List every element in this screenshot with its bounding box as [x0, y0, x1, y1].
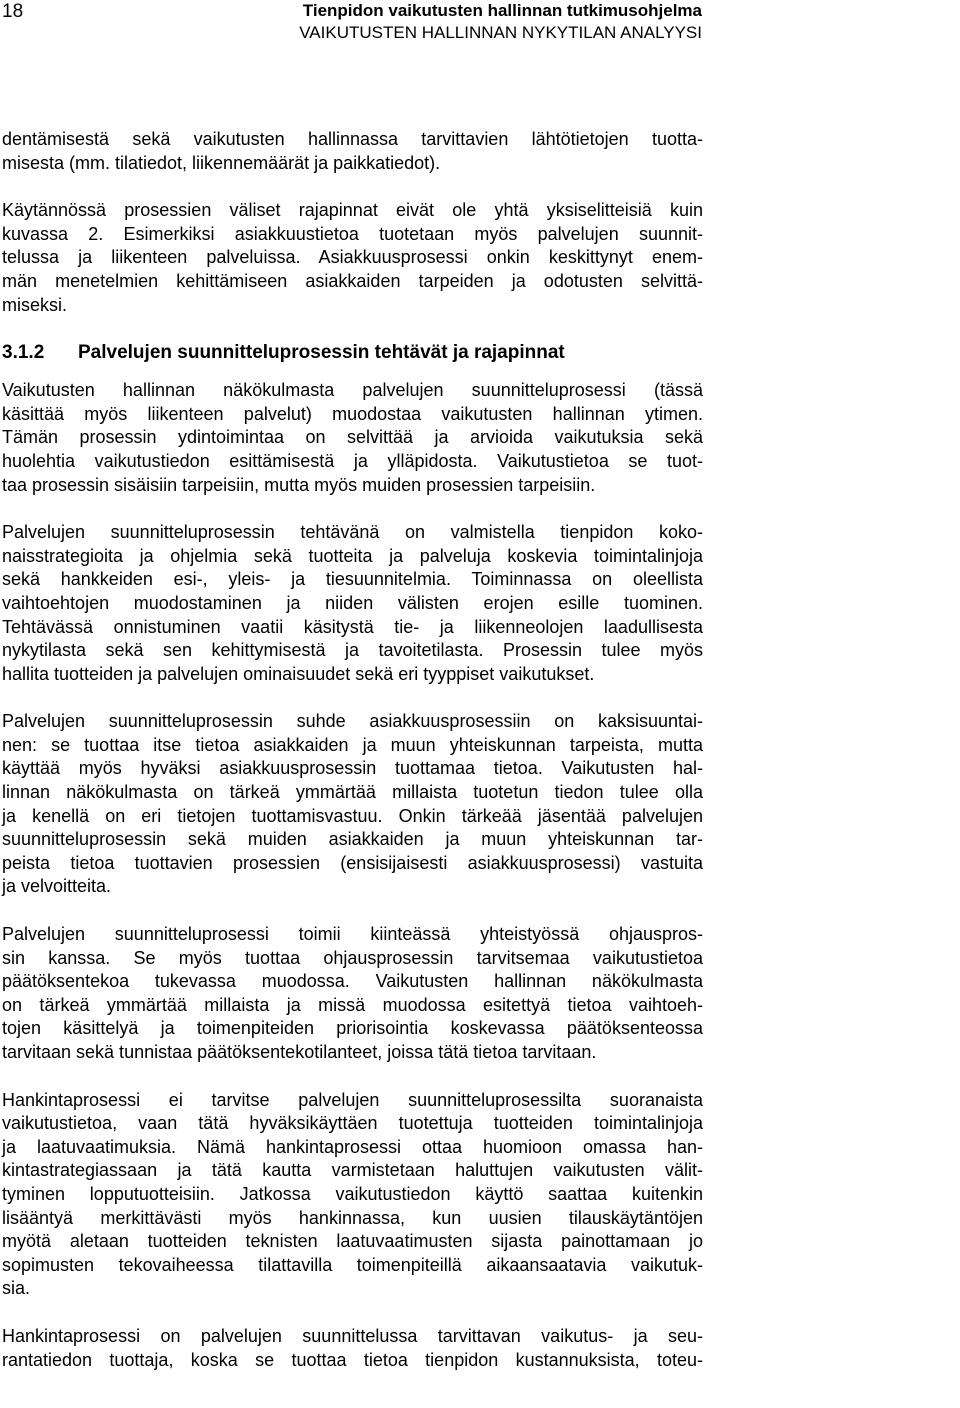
text-line: Palvelujen suunnitteluprosessin tehtävänä on valmistella tienpidon koko-	[2, 522, 703, 543]
text-line: tojen käsittelyä ja toimenpiteiden priorisointia koskevassa päätöksenteossa	[2, 1018, 703, 1039]
text-line: hallita tuotteiden ja palvelujen ominaisuudet sekä eri tyyppiset vaikutukset.	[2, 663, 595, 684]
text-line: Palvelujen suunnitteluprosessi toimii kiinteässä yhteistyössä ohjauspros-	[2, 924, 703, 945]
header-subtitle: VAIKUTUSTEN HALLINNAN NYKYTILAN ANALYYSI	[299, 23, 702, 42]
text-line: Käytännössä prosessien väliset rajapinnat eivät ole yhtä yksiselitteisiä kuin	[2, 200, 703, 221]
text-line: on tärkeä ymmärtää millaista ja missä muodossa esitettyä tietoa vaihtoeh-	[2, 994, 703, 1015]
paragraph	[2, 199, 703, 317]
paragraph	[2, 710, 703, 899]
text-line: huolehtia vaikutustiedon esittämisestä ja ylläpidosta. Vaikutustietoa se tuot-	[2, 450, 703, 471]
text-line: misesta (mm. tilatiedot, liikennemäärät ja paikkatiedot).	[2, 152, 441, 173]
header-title: Tienpidon vaikutusten hallinnan tutkimusohjelma	[302, 1, 702, 20]
paragraph	[2, 1089, 703, 1301]
text-line: Tämän prosessin ydintoimintaa on selvittää ja arvioida vaikutuksia sekä	[2, 427, 703, 448]
text-line: kuvassa 2. Esimerkiksi asiakkuustietoa tuotetaan myös palvelujen suunnit-	[2, 223, 703, 244]
section-heading	[2, 341, 703, 365]
text-line: tarvitaan sekä tunnistaa päätöksentekotilanteet, joissa tätä tietoa tarvitaan.	[2, 1042, 597, 1062]
text-line: sin kanssa. Se myös tuottaa ohjausprosessin tarvitsemaa vaikutustietoa	[2, 947, 703, 968]
section-title: Palvelujen suunnitteluprosessin tehtävät ja rajapinnat	[78, 342, 565, 364]
text-line: sia.	[2, 1278, 31, 1299]
text-line: sopimusten tekovaiheessa tilattavilla toimenpiteillä aikaansaatavia vaikutuk-	[2, 1254, 703, 1275]
text-line: Hankintaprosessi on palvelujen suunnittelussa tarvittavan vaikutus- ja seu-	[2, 1325, 703, 1346]
text-line: Tehtävässä onnistuminen vaatii käsitystä tie- ja liikenneolojen laadullisesta	[2, 616, 703, 637]
text-line: nykytilasta sekä sen kehittymisestä ja tavoitetilasta. Prosessin tulee myös	[2, 640, 703, 661]
text-line: peista tietoa tuottavien prosessien (ensisijaisesti asiakkuusprosessi) vastuita	[2, 852, 703, 873]
text-line: män menetelmien kehittämiseen asiakkaiden tarpeiden ja odotusten selvittä-	[2, 270, 703, 291]
text-line: linnan näkökulmasta on tärkeä ymmärtää millaista tuotetun tiedon tulee olla	[2, 782, 703, 803]
text-line: Palvelujen suunnitteluprosessin suhde asiakkuusprosessiin on kaksisuuntai-	[2, 711, 703, 732]
text-line: käsittää myös liikenteen palvelut) muodostaa vaikutusten hallinnan ytimen.	[2, 403, 703, 424]
text-line: Hankintaprosessi ei tarvitse palvelujen suunnitteluprosessilta suoranaista	[2, 1089, 703, 1110]
text-line: kintastrategiassaan ja tätä kautta varmistetaan haluttujen vaikutusten välit-	[2, 1160, 703, 1181]
text-line: nen: se tuottaa itse tietoa asiakkaiden ja muun yhteiskunnan tarpeista, mutta	[2, 734, 703, 755]
text-line: ja velvoitteita.	[2, 876, 112, 897]
document-body	[2, 128, 703, 1396]
text-line: ja kenellä on eri tietojen tuottamisvastuu. Onkin tärkeää jäsentää palvelujen	[2, 805, 703, 826]
paragraph	[2, 1325, 703, 1372]
paragraph	[2, 521, 703, 686]
text-line: lisääntyä merkittävästi myös hankinnassa, kun uusien tilauskäytäntöjen	[2, 1207, 703, 1228]
text-line: tyminen lopputuotteisiin. Jatkossa vaikutustiedon käyttö saattaa kuitenkin	[2, 1183, 703, 1204]
text-line: rantatiedon tuottaja, koska se tuottaa tietoa tienpidon kustannuksista, toteu-	[2, 1349, 703, 1370]
text-line: Vaikutusten hallinnan näkökulmasta palvelujen suunnitteluprosessi (tässä	[2, 380, 703, 401]
paragraph	[2, 379, 703, 497]
page-number: 18	[2, 1, 24, 22]
text-line: myötä aletaan tuotteiden teknisten laatuvaatimusten sijasta painottamaan jo	[2, 1231, 703, 1252]
text-line: päätöksentekoa tukevassa muodossa. Vaikutusten hallinnan näkökulmasta	[2, 971, 703, 992]
text-line: taa prosessin sisäisiin tarpeisiin, mutta myös muiden prosessien tarpeisiin.	[2, 474, 596, 495]
paragraph	[2, 128, 703, 175]
text-line: naisstrategioita ja ohjelmia sekä tuotteita ja palveluja koskevia toimintalinjoja	[2, 545, 703, 566]
text-line: miseksi.	[2, 294, 68, 315]
text-line: ja laatuvaatimuksia. Nämä hankintaprosessi ottaa huomioon omassa han-	[2, 1136, 703, 1157]
text-line: vaikutustietoa, vaan tätä hyväksikäyttäen tuotettuja tuotteiden toimintalinjoja	[2, 1113, 703, 1134]
text-line: sekä hankkeiden esi-, yleis- ja tiesuunnitelmia. Toiminnassa on oleellista	[2, 569, 703, 590]
section-number: 3.1.2	[2, 342, 45, 364]
text-line: vaihtoehtojen muodostaminen ja niiden välisten erojen esille tuominen.	[2, 592, 703, 613]
text-line: suunnitteluprosessin sekä muiden asiakkaiden ja muun yhteiskunnan tar-	[2, 829, 703, 850]
text-line: käyttää myös hyväksi asiakkuusprosessin tuottamaa tietoa. Vaikutusten hal-	[2, 758, 703, 779]
text-line: telussa ja liikenteen palveluissa. Asiakkuusprosessi onkin keskittynyt enem-	[2, 247, 703, 268]
text-line: dentämisestä sekä vaikutusten hallinnassa tarvittavien lähtötietojen tuotta-	[2, 129, 703, 149]
paragraph	[2, 923, 703, 1065]
